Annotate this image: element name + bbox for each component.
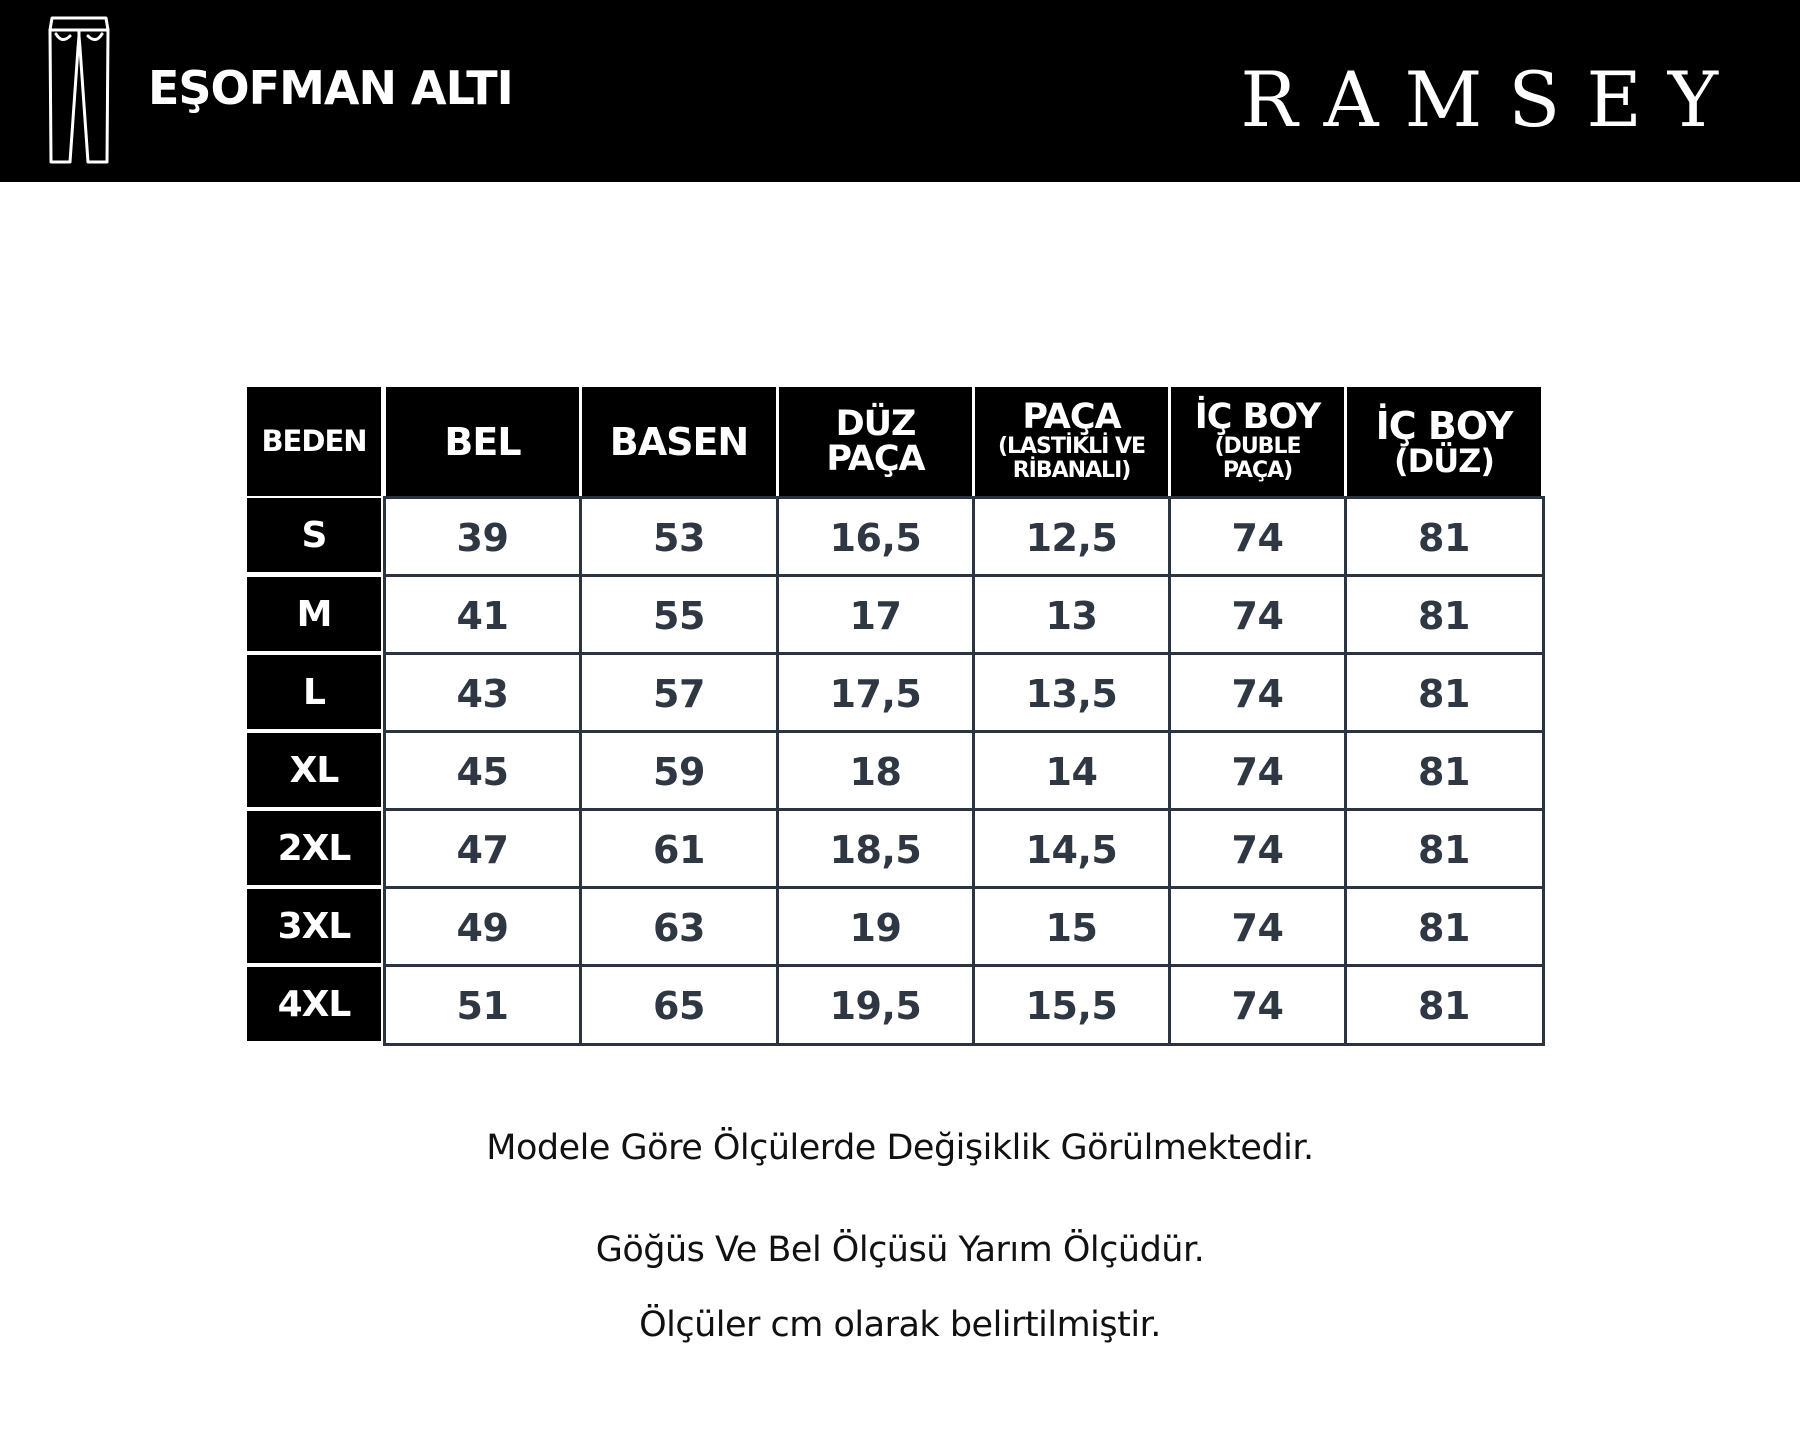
column-header-main: İÇ BOY: [1375, 403, 1513, 448]
pants-icon: [46, 14, 112, 166]
column-header-sub: (LASTİKLİ VE: [997, 433, 1146, 459]
table-cell: 16,5: [829, 516, 922, 560]
size-label-s: S: [247, 498, 381, 572]
page-title: EŞOFMAN ALTI: [148, 61, 513, 115]
table-cell: 81: [1418, 828, 1470, 872]
table-cell: 51: [456, 984, 509, 1028]
table-cell: 17: [849, 594, 902, 638]
column-header-bel: [386, 387, 579, 496]
column-header-main: BEL: [444, 419, 521, 464]
column-header-main: İÇ BOY: [1194, 396, 1321, 437]
table-cell: 81: [1418, 516, 1470, 560]
table-cell: 13: [1045, 594, 1098, 638]
table-cell: 49: [456, 906, 509, 950]
table-cell: 61: [653, 828, 705, 872]
table-cell: 12,5: [1025, 516, 1118, 560]
table-cell: 81: [1418, 750, 1470, 794]
table-cell: 15,5: [1025, 984, 1118, 1028]
table-cell: 45: [456, 750, 509, 794]
table-cell: 14: [1045, 750, 1098, 794]
table-cell: 81: [1418, 906, 1470, 950]
size-label-2xl: 2XL: [247, 811, 381, 885]
table-cell: 47: [456, 828, 509, 872]
table-cell: 55: [653, 594, 705, 638]
table-cell: 59: [653, 750, 705, 794]
table-cell: 74: [1231, 672, 1284, 716]
header-bar: [0, 0, 1800, 182]
table-cell: 81: [1418, 594, 1470, 638]
table-cell: 13,5: [1025, 672, 1118, 716]
note-cm-units: Ölçüler cm olarak belirtilmiştir.: [639, 1305, 1161, 1345]
column-header-main: DÜZ: [835, 403, 916, 444]
table-cell: 17,5: [829, 672, 922, 716]
column-header-basen: [582, 387, 776, 496]
table-cell: 74: [1231, 828, 1284, 872]
size-label-m: M: [247, 577, 381, 651]
column-header-paca-lastikli: [975, 387, 1168, 496]
table-cell: 81: [1418, 672, 1470, 716]
table-cell: 43: [456, 672, 509, 716]
column-header-ic-boy-duz: [1347, 387, 1541, 496]
table-cell: 15: [1045, 906, 1098, 950]
column-header-sub2: RİBANALI): [1012, 458, 1131, 483]
table-cell: 63: [653, 906, 705, 950]
column-header-main: PAÇA: [1022, 396, 1121, 437]
table-cell: 57: [653, 672, 705, 716]
table-cell: 18: [849, 750, 902, 794]
corner-label: BEDEN: [261, 424, 367, 458]
size-label-xl: XL: [247, 733, 381, 807]
note-half-measure: Göğüs Ve Bel Ölçüsü Yarım Ölçüdür.: [595, 1230, 1205, 1270]
table-cell: 39: [456, 516, 509, 560]
note-model-variation: Modele Göre Ölçülerde Değişiklik Görülmektedir.: [486, 1128, 1314, 1168]
column-header-duz-paca: [779, 387, 972, 496]
table-cell: 74: [1231, 906, 1284, 950]
table-cell: 18,5: [829, 828, 922, 872]
column-header-sub: (DUBLE: [1214, 433, 1301, 459]
column-header-sub: (DÜZ): [1394, 441, 1494, 480]
table-cell: 19: [849, 906, 902, 950]
table-cell: 41: [456, 594, 509, 638]
column-header-ic-boy-duble: [1171, 387, 1344, 496]
table-cell: 74: [1231, 594, 1284, 638]
table-cell: 19,5: [829, 984, 922, 1028]
table-cell: 74: [1231, 750, 1284, 794]
table-cell: 65: [653, 984, 705, 1028]
table-cell: 53: [653, 516, 705, 560]
column-header-main: BASEN: [609, 419, 749, 464]
brand-logo: RAMSEY: [1240, 55, 1744, 144]
table-cell: 74: [1231, 516, 1284, 560]
size-label-3xl: 3XL: [247, 889, 381, 963]
corner-header-beden: [247, 387, 381, 496]
table-cell: 74: [1231, 984, 1284, 1028]
table-cell: 81: [1418, 984, 1470, 1028]
size-label-l: L: [247, 655, 381, 729]
size-label-4xl: 4XL: [247, 967, 381, 1041]
column-header-sub2: PAÇA): [1222, 458, 1293, 483]
table-cell: 14,5: [1025, 828, 1118, 872]
column-header-sub: PAÇA: [826, 438, 925, 479]
